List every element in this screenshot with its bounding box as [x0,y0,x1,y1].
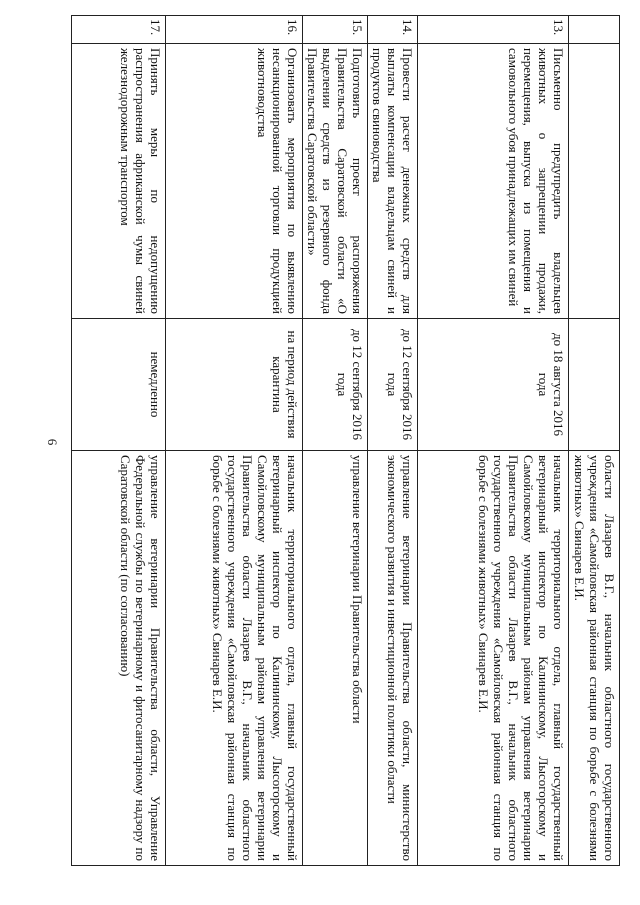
table-row [418,16,569,866]
deadline-cell: немедленно [72,319,166,451]
action-cell: Письменно предупредить владельцев животных о запрещении продажи, перемещения, выпуска из помещения и самовольного убоя принадлежащих им свиней [418,44,569,319]
action-cell: Принять меры по недопущению распространения африканской чумы свиней железнодорожным транспортом [72,44,166,319]
row-number: 15. [303,16,368,44]
responsible-cell: управление ветеринарии Правительства области, Управление Федеральной службы по ветеринарному и фитосанитарному надзору по Саратовской области (по согласованию) [72,451,166,866]
row-number: 14. [368,16,418,44]
deadline-cell [569,319,620,451]
row-number: 17. [72,16,166,44]
table-row [303,16,368,866]
row-number: 13. [418,16,569,44]
action-cell [569,44,620,319]
measures-table [90,15,620,865]
responsible-cell: управление ветеринарии Правительства области [303,451,368,866]
action-cell: Подготовить проект распоряжения Правительства Саратовской области «О выделении средств из резервного фонда Правительства Саратовской области» [303,44,368,319]
row-number [569,16,620,44]
deadline-cell: до 18 августа 2016 года [418,319,569,451]
table-row [368,16,418,866]
deadline-cell: до 12 сентября 2016 года [368,319,418,451]
action-cell: Провести расчет денежных средств для выплаты компенсации владельцам свиней и продуктов свиноводства [368,44,418,319]
table-row [72,16,166,866]
page-number: 6 [45,438,60,446]
deadline-cell: на период действия карантина [166,319,303,451]
deadline-cell: до 12 сентября 2016 года [303,319,368,451]
row-number: 16. [166,16,303,44]
responsible-cell: начальник территориального отдела, главный государственный ветеринарный инспектор по Калининскому, Лысогорскому и Самойловскому муниципальным районам управления ветеринарии Правительства области Лазарев В.Г., начальник областного государственного учреждения «Самойловская районная станция по борьбе с болезнями животных» Свинарев Е.И. [418,451,569,866]
responsible-cell: области Лазарев В.Г., начальник областного государственного учреждения «Самойловская районная станция по борьбе с болезнями животных» Свинарев Е.И. [569,451,620,866]
table-row [166,16,303,866]
table-row [569,16,620,866]
responsible-cell: начальник территориального отдела, главный государственный ветеринарный инспектор по Калининскому, Лысогорскому и Самойловскому муниципальным районам управления ветеринарии Правительства области Лазарев В.Г., начальник областного государственного учреждения «Самойловская районная станция по борьбе с болезнями животных» Свинарев Е.И. [166,451,303,866]
action-cell: Организовать мероприятия по выявлению несанкционированной торговли продукцией животноводства [166,44,303,319]
responsible-cell: управление ветеринарии Правительства области, министерство экономического развития и инвестиционной политики области [368,451,418,866]
